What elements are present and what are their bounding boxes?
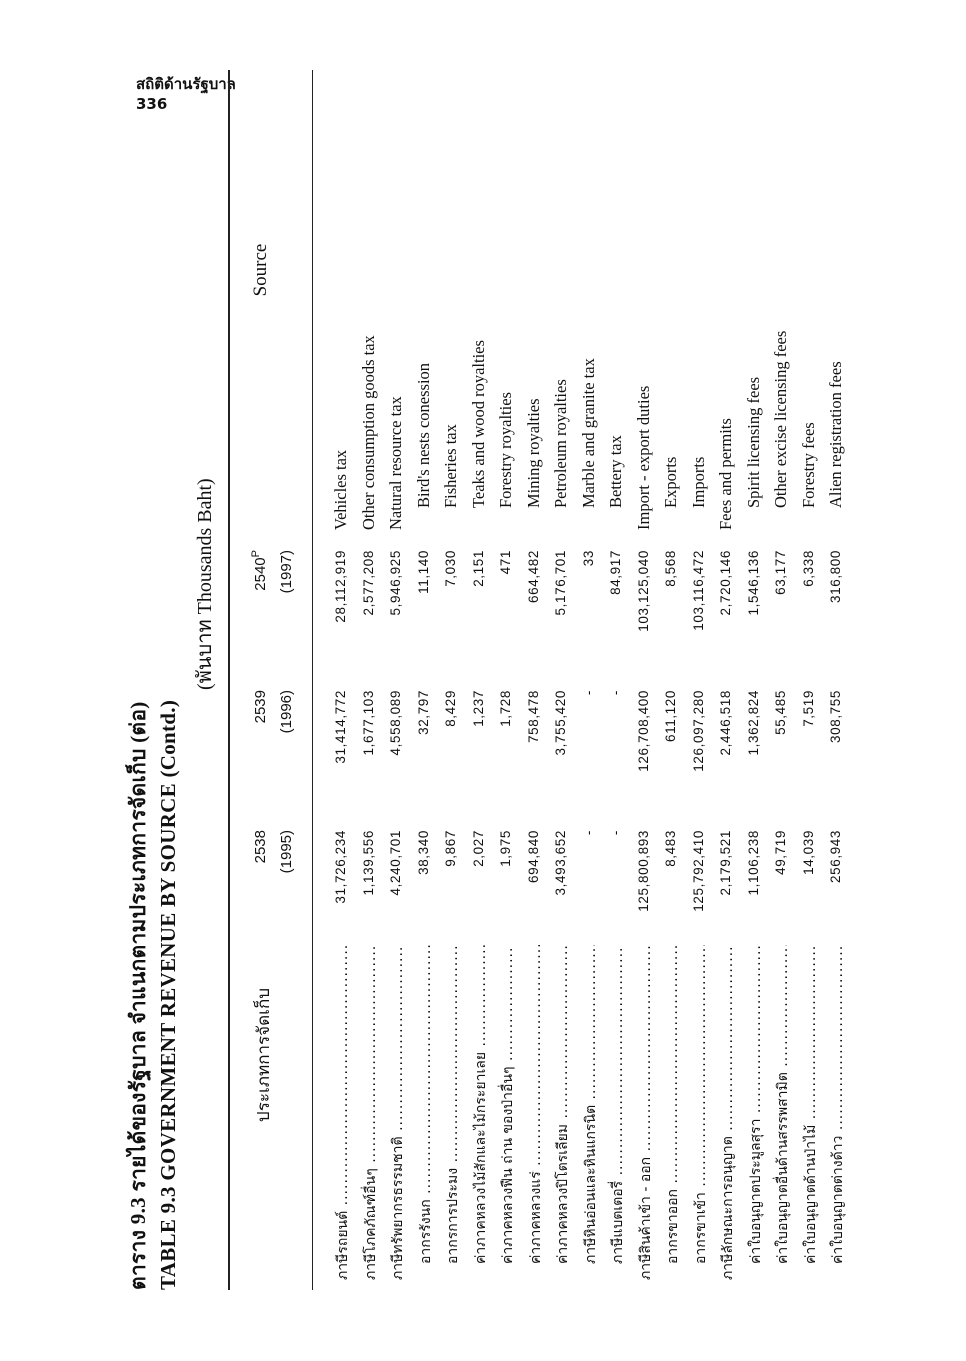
value-1997: 84,917 (608, 550, 623, 595)
row-label-thai: ค่าภาคหลวงปิโตรเลียม ..... (552, 945, 574, 1264)
year-be: 2540 (252, 557, 269, 591)
value-1997: 316,800 (828, 550, 843, 603)
row-label-source: Vehicles tax (331, 449, 350, 530)
value-1997: 471 (498, 550, 513, 575)
value-1997: 2,577,208 (360, 550, 376, 616)
row-label-thai: ค่าใบอนุญาตด้านป่าไม้ ..... (800, 945, 822, 1264)
value-1996: - (608, 690, 623, 696)
value-1995: 3,493,652 (553, 830, 568, 896)
column-header-thai: ประเภทการจัดเก็บ (254, 987, 274, 1123)
value-1997: 63,177 (773, 550, 788, 595)
row-label-source: Forestry royalties (496, 392, 515, 508)
value-1997: 1,546,136 (745, 550, 761, 616)
row-label-thai: ภาษีหินอ่อนและหินแกรนิต ..... (580, 945, 602, 1264)
row-label-thai: ภาษีลักษณะการอนุญาต ..... (717, 945, 739, 1280)
row-label-source: Mining royalties (523, 398, 543, 508)
table-row (383, 70, 411, 1290)
value-1997: 2,151 (470, 550, 486, 587)
value-1996: 1,362,824 (745, 690, 761, 756)
value-1996: 31,414,772 (333, 690, 348, 764)
year-ad: (1995) (278, 830, 295, 874)
table-row (686, 70, 714, 1290)
value-1996: 1,677,103 (360, 690, 376, 756)
column-header-1997 (228, 550, 312, 670)
table-unit-note: (พันบาท Thousands Baht) (194, 478, 216, 690)
value-1995: 8,483 (663, 830, 678, 867)
table-row (823, 70, 851, 1290)
table-row (576, 70, 604, 1290)
value-1996: 126,708,400 (635, 690, 651, 772)
value-1997: 6,338 (800, 550, 816, 587)
value-1996: 758,478 (525, 690, 541, 743)
value-1997: 8,568 (663, 550, 678, 587)
value-1997: 103,125,040 (635, 550, 651, 632)
table-row (631, 70, 659, 1290)
table-title-thai: ตาราง 9.3 รายได้ของรัฐบาล จำแนกตามประเภทการจัดเก็บ (ต่อ) (126, 701, 150, 1290)
table-row (466, 70, 494, 1290)
table-header-rule (312, 70, 313, 1290)
row-label-source: Other consumption goods tax (358, 335, 378, 530)
table-title-english: TABLE 9.3 GOVERNMENT REVENUE BY SOURCE (Contd.) (156, 699, 180, 1290)
table-row (603, 70, 631, 1290)
row-label-source: Import - export duties (633, 385, 653, 530)
row-label-source: Teaks and wood royalties (468, 340, 488, 508)
column-header-1996 (228, 690, 312, 810)
row-label-thai: ภาษีโภคภัณฑ์อื่นๆ ..... (360, 945, 382, 1280)
row-label-source: Fees and permits (716, 418, 735, 530)
row-label-thai: ภาษีแบตเตอรี่ ..... (607, 945, 629, 1264)
row-label-thai: ค่าใบอนุญาตประมูลสุรา ..... (745, 945, 767, 1264)
row-label-source: Natural resource tax (386, 396, 405, 530)
table-row (356, 70, 384, 1290)
row-label-thai: ค่าภาคหลวงแร่ ..... (525, 945, 547, 1264)
column-header-1995 (228, 830, 312, 950)
value-1995: 125,800,893 (635, 830, 651, 912)
value-1995: 31,726,234 (333, 830, 348, 904)
value-1995: 256,943 (828, 830, 843, 883)
value-1997: 28,112,919 (333, 550, 348, 623)
row-label-thai: ค่าภาคหลวงไม้สักและไม้กระยาเลย ..... (470, 945, 492, 1264)
year-ad: (1996) (278, 690, 295, 734)
row-label-source: Fisheries tax (441, 424, 460, 508)
page-number: 336 (136, 95, 168, 113)
value-1997: 664,482 (525, 550, 541, 603)
row-label-source: Bird's nests conession (413, 362, 433, 508)
row-label-source: Exports (661, 456, 680, 508)
row-label-thai: ภาษีทรัพยากรธรรมชาติ ..... (387, 945, 409, 1280)
value-1997: 33 (580, 550, 596, 567)
section-title: สถิติด้านรัฐบาล (136, 75, 236, 93)
value-1995: 9,867 (443, 830, 458, 867)
value-1995: 1,975 (498, 830, 513, 867)
value-1995: - (608, 830, 623, 836)
value-1996: 8,429 (443, 690, 458, 727)
row-label-source: Alien registration fees (826, 361, 845, 508)
table-row (548, 70, 576, 1290)
value-1996: 55,485 (773, 690, 788, 735)
table-row (493, 70, 521, 1290)
value-1996: 4,558,089 (388, 690, 403, 756)
value-1995: 1,106,238 (745, 830, 761, 896)
value-1996: 7,519 (800, 690, 816, 727)
row-label-thai: อากรรังนก ..... (415, 945, 437, 1264)
row-label-thai: ค่าภาคหลวงฟืน ถ่าน ของป่าอื่นๆ ..... (497, 945, 519, 1264)
row-label-thai: ภาษีสินค้าเข้า - ออก ..... (635, 945, 657, 1280)
table-body (328, 70, 851, 1290)
row-label-source: Imports (688, 456, 708, 508)
value-1995: 2,027 (470, 830, 486, 867)
value-1997: 2,720,146 (718, 550, 733, 616)
value-1997: 103,116,472 (690, 550, 706, 631)
table-top-rule (228, 70, 230, 1290)
value-1995: 4,240,701 (388, 830, 403, 896)
row-label-source: Forestry fees (798, 422, 818, 508)
value-1996: 308,755 (828, 690, 843, 743)
year-ad: (1997) (278, 550, 295, 594)
table-row (328, 70, 356, 1290)
row-label-thai: ค่าใบอนุญาตอื่นด้านสรรพสามิต ..... (772, 945, 794, 1264)
value-1996: - (580, 690, 596, 696)
table-row (438, 70, 466, 1290)
value-1996: 3,755,420 (553, 690, 568, 756)
value-1996: 32,797 (415, 690, 431, 735)
table-row (411, 70, 439, 1290)
row-label-source: Marble and granite tax (578, 358, 598, 508)
row-label-thai: ภาษีรถยนต์ ..... (332, 945, 354, 1280)
value-1997: 5,946,925 (388, 550, 403, 616)
row-label-source: Other excise licensing fees (771, 330, 790, 508)
value-1995: 1,139,556 (360, 830, 376, 896)
row-label-thai: อากรขาออก ..... (662, 945, 684, 1264)
value-1997: 7,030 (443, 550, 458, 587)
value-1995: - (580, 830, 596, 836)
value-1996: 1,728 (498, 690, 513, 727)
value-1995: 14,039 (800, 830, 816, 875)
value-1995: 2,179,521 (718, 830, 733, 896)
row-label-source: Spirit licensing fees (743, 376, 763, 508)
value-1995: 38,340 (415, 830, 431, 875)
row-label-source: Bettery tax (606, 435, 625, 508)
rotated-table-page (100, 70, 900, 1290)
year-be: 2539 (252, 690, 269, 724)
value-1995: 125,792,410 (690, 830, 706, 912)
row-label-thai: ค่าใบอนุญาตต่างด้าว ..... (827, 945, 849, 1264)
column-header-source: Source (250, 243, 271, 297)
table-row (741, 70, 769, 1290)
value-1996: 611,120 (663, 690, 678, 742)
table-row (658, 70, 686, 1290)
year-be: 2538 (252, 830, 269, 864)
table-row (713, 70, 741, 1290)
value-1995: 694,840 (525, 830, 541, 883)
value-1997: 11,140 (415, 550, 431, 594)
row-label-source: Petroleum royalties (551, 379, 570, 508)
value-1997: 5,176,701 (553, 550, 568, 616)
value-1996: 1,237 (470, 690, 486, 727)
value-1996: 2,446,518 (718, 690, 733, 756)
table-row (521, 70, 549, 1290)
row-label-thai: อากรขาเข้า ..... (690, 945, 712, 1264)
value-1995: 49,719 (773, 830, 788, 875)
table-row (768, 70, 796, 1290)
value-1996: 126,097,280 (690, 690, 706, 772)
year-mark: P (250, 550, 262, 558)
table-row (796, 70, 824, 1290)
row-label-thai: อากรการประมง ..... (442, 945, 464, 1264)
